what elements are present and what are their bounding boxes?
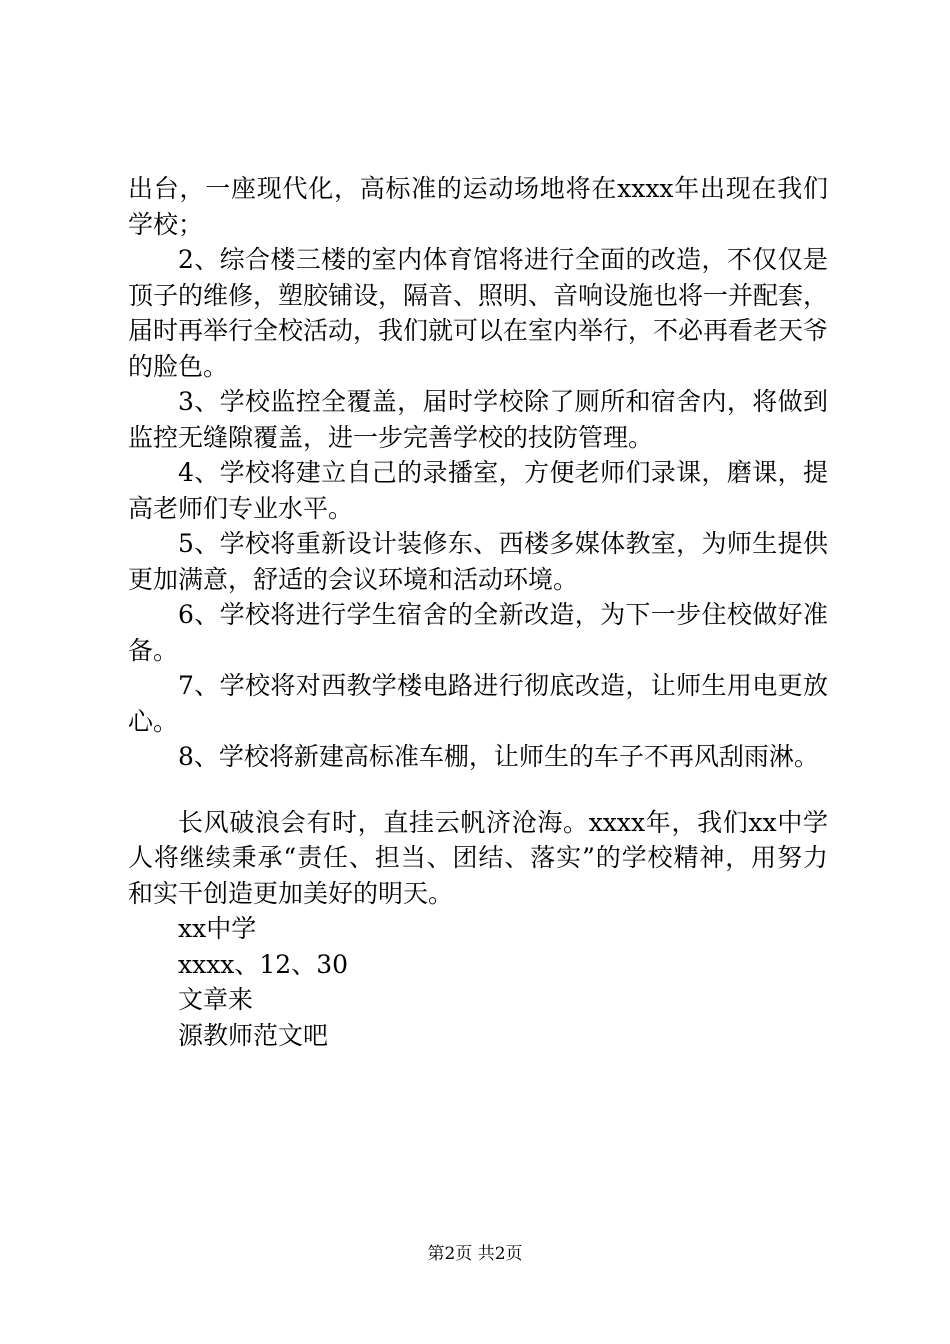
paragraph-item-2: 2、综合楼三楼的室内体育馆将进行全面的改造，不仅仅是顶子的维修，塑胶铺设，隔音、照明、音响设施也将一并配套，届时再举行全校活动，我们就可以在室内举行，不必再看老天爷的脸色。 — [128, 245, 829, 381]
document-body — [128, 171, 828, 1053]
paragraph-continuation: 出台，一座现代化，高标准的运动场地将在xxxx年出现在我们学校； — [128, 174, 828, 239]
source-line-2: 源教师范文吧 — [178, 1020, 329, 1050]
paragraph-item-4: 4、学校将建立自己的录播室，方便老师们录课，磨课，提高老师们专业水平。 — [128, 458, 828, 523]
paragraph-spacer — [128, 775, 828, 805]
paragraph-item-7: 7、学校将对西教学楼电路进行彻底改造，让师生用电更放心。 — [128, 671, 828, 736]
signature-date: xxxx、12、30 — [178, 949, 349, 979]
closing-paragraph: 长风破浪会有时，直挂云帆济沧海。xxxx年，我们xx中学人将继续秉承“责任、担当、团结、落实”的学校精神，用努力和实干创造更加美好的明天。 — [128, 807, 828, 908]
source-line-1: 文章来 — [178, 985, 254, 1014]
paragraph-item-6: 6、学校将进行学生宿舍的全新改造，为下一步住校做好准备。 — [128, 600, 828, 665]
signature-org: xx中学 — [178, 914, 257, 943]
page-footer: 第2页 共2页 — [427, 1244, 523, 1264]
paragraph-item-8: 8、学校将新建高标准车棚，让师生的车子不再风刮雨淋。 — [178, 742, 819, 771]
paragraph-item-5: 5、学校将重新设计装修东、西楼多媒体教室，为师生提供更加满意，舒适的会议环境和活动环境。 — [128, 529, 828, 594]
paragraph-item-3: 3、学校监控全覆盖，届时学校除了厕所和宿舍内，将做到监控无缝隙覆盖，进一步完善学校的技防管理。 — [128, 387, 828, 452]
